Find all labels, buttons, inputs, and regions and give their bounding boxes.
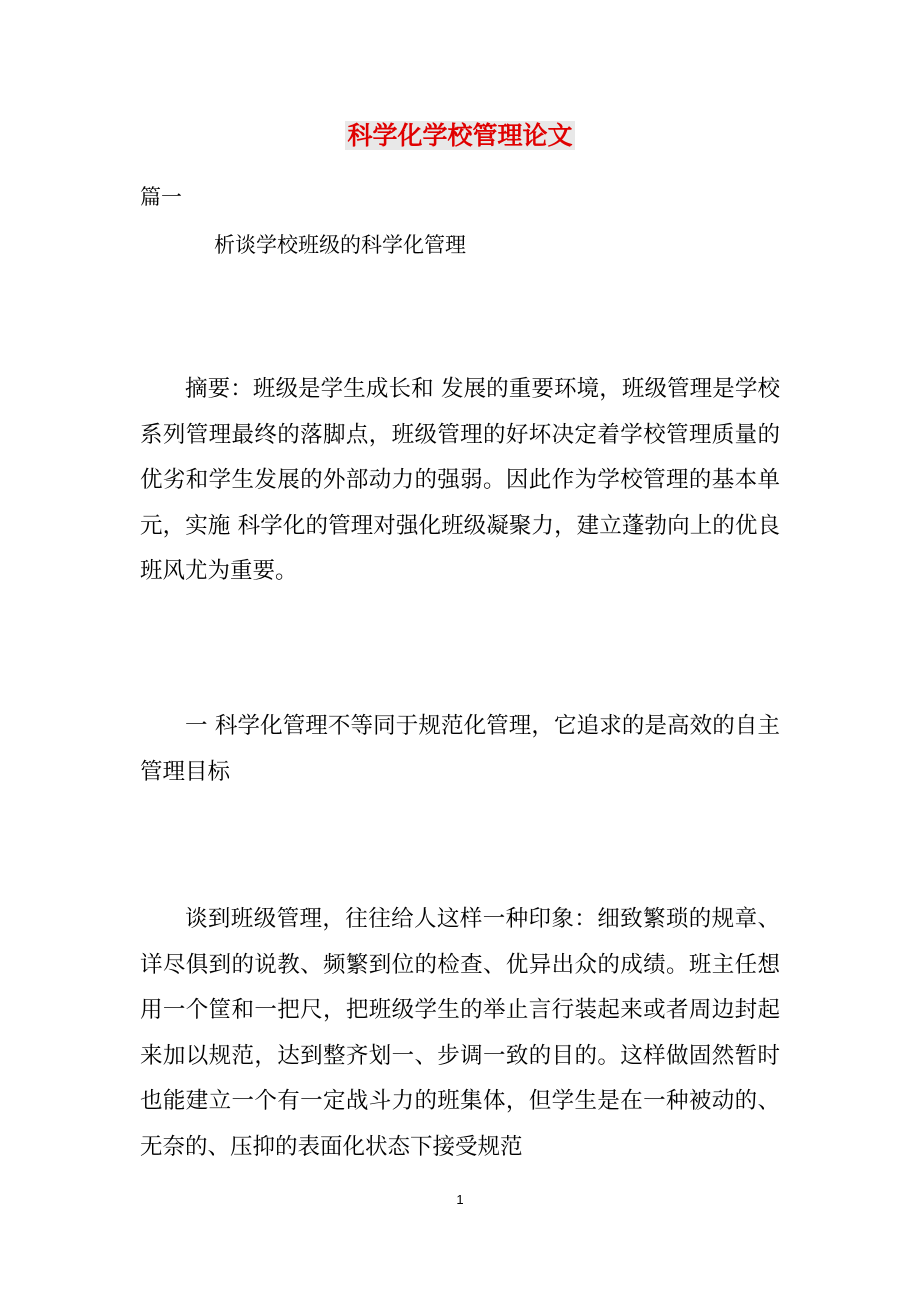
section-label: 篇一 — [140, 185, 182, 209]
document-title — [0, 116, 920, 159]
page-number: 1 — [456, 1192, 464, 1207]
abstract-paragraph: 摘要：班级是学生成长和 发展的重要环境，班级管理是学校系列管理最终的落脚点，班级管理的好坏决定着学校管理质量的优劣和学生发展的外部动力的强弱。因此作为学校管理的基本单元，实施 科学化的管理对强化班级凝聚力，建立蓬勃向上的优良班风尤为重要。 — [140, 376, 780, 584]
body-paragraph: 谈到班级管理，往往给人这样一种印象：细致繁琐的规章、详尽俱到的说教、频繁到位的检查、优异出众的成绩。班主任想用一个筐和一把尺，把班级学生的举止言行装起来或者周边封起来加以规范，达到整齐划一、步调一致的目的。这样做固然暂时也能建立一个有一定战斗力的班集体，但学生是在一种被动的、无奈的、压抑的表面化状态下接受规范 — [140, 906, 780, 1160]
title-text: 科学化学校管理论文 — [347, 121, 573, 150]
article-subtitle: 析谈学校班级的科学化管理 — [214, 233, 466, 257]
section-heading-paragraph: 一 科学化管理不等同于规范化管理，它追求的是高效的自主管理目标 — [140, 713, 780, 785]
